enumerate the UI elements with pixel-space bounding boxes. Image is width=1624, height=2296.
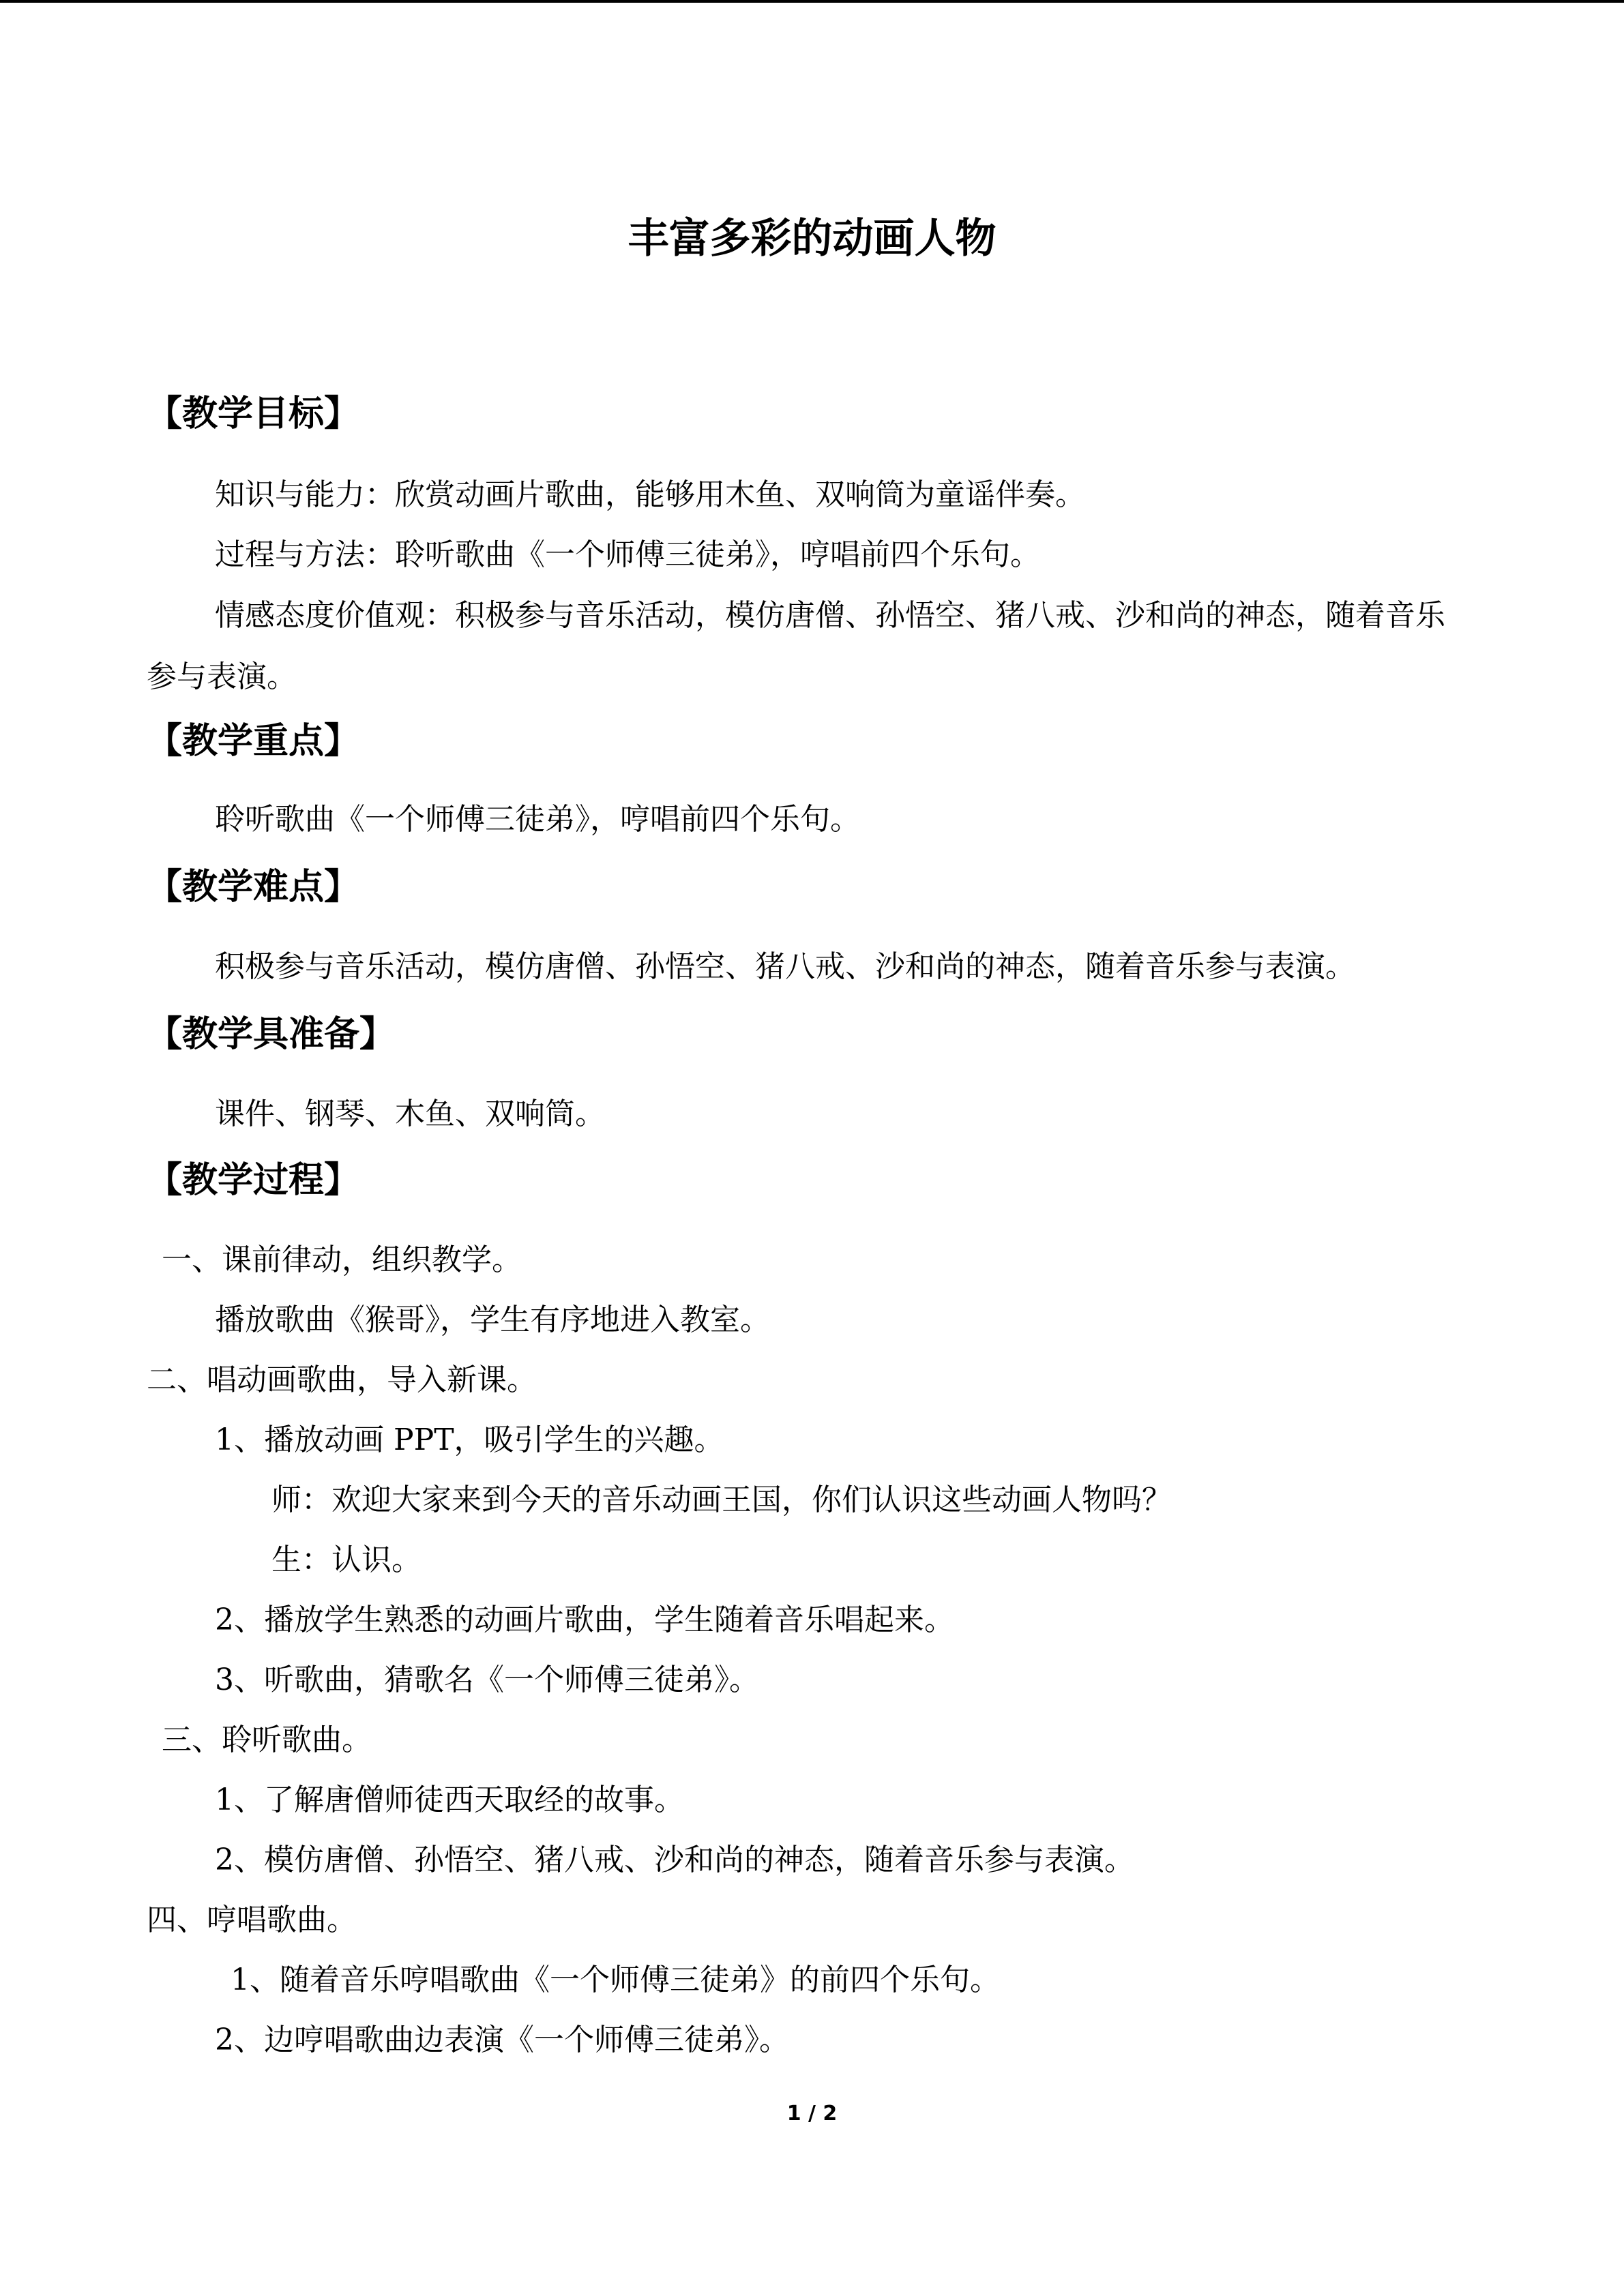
page-top-border (0, 0, 1624, 3)
procedure-step1-title: 一、课前律动，组织教学。 (162, 1242, 522, 1277)
procedure-step3-title: 三、聆听歌曲。 (162, 1723, 372, 1757)
page-number: 1 / 2 (786, 2102, 838, 2126)
objective-process: 过程与方法：聆听歌曲《一个师傅三徒弟》，哼唱前四个乐句。 (215, 537, 1040, 572)
heading-key-points: 【教学重点】 (147, 720, 360, 762)
heading-difficulties: 【教学难点】 (147, 866, 360, 908)
procedure-step2-item3: 3、听歌曲，猜歌名《一个师傅三徒弟》。 (215, 1663, 759, 1697)
procedure-student-line: 生：认识。 (271, 1542, 422, 1577)
procedure-step2-item2: 2、播放学生熟悉的动画片歌曲，学生随着音乐唱起来。 (215, 1602, 954, 1637)
objective-knowledge: 知识与能力：欣赏动画片歌曲，能够用木鱼、双响筒为童谣伴奏。 (215, 477, 1085, 512)
procedure-step4-item1: 1、随着音乐哼唱歌曲《一个师傅三徒弟》的前四个乐句。 (231, 1963, 1000, 1997)
procedure-step1-text: 播放歌曲《猴哥》，学生有序地进入教室。 (215, 1302, 770, 1337)
procedure-step2-title: 二、唱动画歌曲，导入新课。 (147, 1362, 537, 1397)
heading-teaching-objectives: 【教学目标】 (147, 393, 360, 434)
procedure-step4-title: 四、哼唱歌曲。 (147, 1903, 357, 1937)
difficulties-text: 积极参与音乐活动，模仿唐僧、孙悟空、猪八戒、沙和尚的神态，随着音乐参与表演。 (215, 949, 1355, 984)
materials-text: 课件、钢琴、木鱼、双响筒。 (215, 1097, 605, 1131)
heading-materials: 【教学具准备】 (147, 1013, 396, 1055)
procedure-teacher-line: 师：欢迎大家来到今天的音乐动画王国，你们认识这些动画人物吗？ (271, 1482, 1172, 1517)
procedure-step3-item2: 2、模仿唐僧、孙悟空、猪八戒、沙和尚的神态，随着音乐参与表演。 (215, 1843, 1134, 1877)
key-points-text: 聆听歌曲《一个师傅三徒弟》，哼唱前四个乐句。 (215, 802, 860, 837)
procedure-step3-item1: 1、了解唐僧师徒西天取经的故事。 (215, 1783, 684, 1817)
objective-emotion: 情感态度价值观：积极参与音乐活动，模仿唐僧、孙悟空、猪八戒、沙和尚的神态，随着音乐参与表演。 (147, 598, 1445, 694)
document-title: 丰富多彩的动画人物 (628, 215, 996, 263)
procedure-step2-item1: 1、播放动画 PPT，吸引学生的兴趣。 (215, 1422, 724, 1457)
procedure-step4-item2: 2、边哼唱歌曲边表演《一个师傅三徒弟》。 (215, 2023, 789, 2057)
heading-procedure: 【教学过程】 (147, 1159, 360, 1201)
